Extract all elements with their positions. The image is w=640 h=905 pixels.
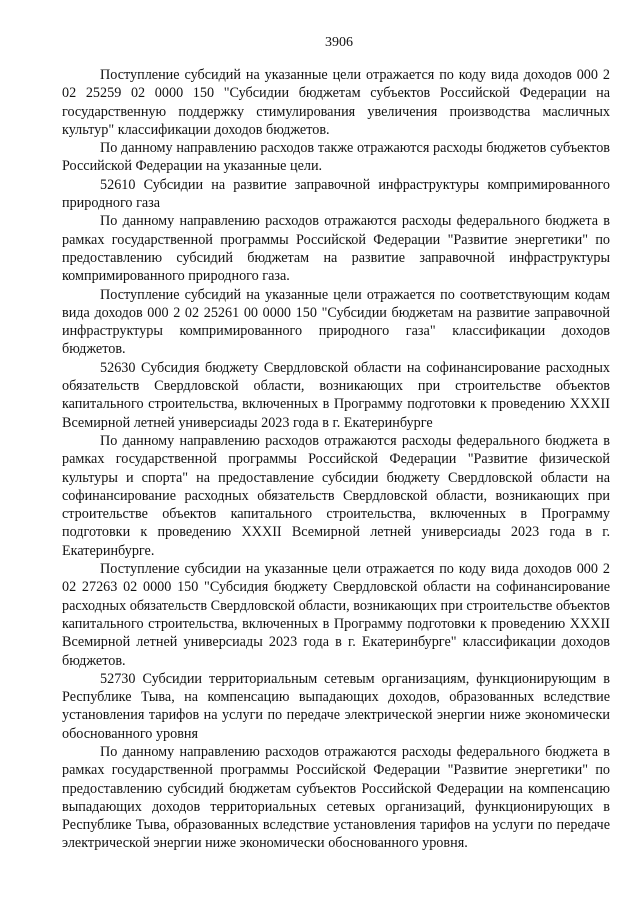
heading-52730: 52730 Субсидии территориальным сетевым организациям, функционирующим в Республике Тыва, на компенсацию выпадающих доходов, образованных вследствие установления тарифов на услуги по передаче электрической энергии ниже экономически обоснованного уровня	[62, 670, 610, 742]
paragraph-52730-federal-expenses: По данному направлению расходов отражаются расходы федерального бюджета в рамках государственной программы Российской Федерации "Развитие энергетики" по предоставлению субсидий бюджетам субъектов Российской Федерации на компенсацию выпадающих доходов территориальных сетевых организаций, функционирующих в Республике Тыва, образованных вследствие установления тарифов на услуги по передаче электрической энергии ниже экономически обоснованного уровня.	[62, 743, 610, 852]
paragraph-income-code-25261: Поступление субсидий на указанные цели отражается по соответствующим кодам вида доходов 000 2 02 25261 00 0000 150 "Субсидии бюджетам на развитие заправочной инфраструктуры компримированного природного газа" классификации доходов бюджетов.	[62, 286, 610, 358]
paragraph-income-code-27263: Поступление субсидии на указанные цели отражается по коду вида доходов 000 2 02 27263 02 0000 150 "Субсидия бюджету Свердловской области на софинансирование расходных обязательств Свердловской области, возникающих при строительстве объектов капитального строительства, включенных в Программу подготовки к проведению XXXII Всемирной летней универсиады 2023 года в г. Екатеринбурге" классификации доходов бюджетов.	[62, 561, 610, 669]
paragraph-52630-federal-expenses: По данному направлению расходов отражаются расходы федерального бюджета в рамках государственной программы Российской Федерации "Развитие физической культуры и спорта" на предоставление субсидии бюджету Свердловской области на софинансирование расходных обязательств Свердловской области, возникающих при строительстве объектов капитального строительства, включенных в Программу подготовки к проведению XXXII Всемирной летней универсиады 2023 года в г. Екатеринбурге.	[62, 432, 610, 559]
paragraph-regional-expenses: По данному направлению расходов также отражаются расходы бюджетов субъектов Российской Федерации на указанные цели.	[62, 140, 610, 175]
heading-52630: 52630 Субсидия бюджету Свердловской области на софинансирование расходных обязательств Свердловской области, возникающих при строительстве объектов капитального строительства, включенных в Программу подготовки к проведению XXXII Всемирной летней универсиады 2023 года в г. Екатеринбурге	[62, 359, 610, 431]
page-number: 3906	[325, 35, 353, 50]
heading-52610: 52610 Субсидии на развитие заправочной инфраструктуры компримированного природного газа	[62, 176, 610, 212]
paragraph-52610-federal-expenses: По данному направлению расходов отражаются расходы федерального бюджета в рамках государственной программы Российской Федерации "Развитие энергетики" по предоставлению субсидий бюджетам на развитие заправочной инфраструктуры компримированного природного газа.	[62, 213, 610, 285]
paragraph-income-code-25259: Поступление субсидий на указанные цели отражается по коду вида доходов 000 2 02 25259 02 0000 150 "Субсидии бюджетам субъектов Российской Федерации на государственную поддержку стимулирования увеличения производства масличных культур" классификации доходов бюджетов.	[62, 67, 610, 138]
